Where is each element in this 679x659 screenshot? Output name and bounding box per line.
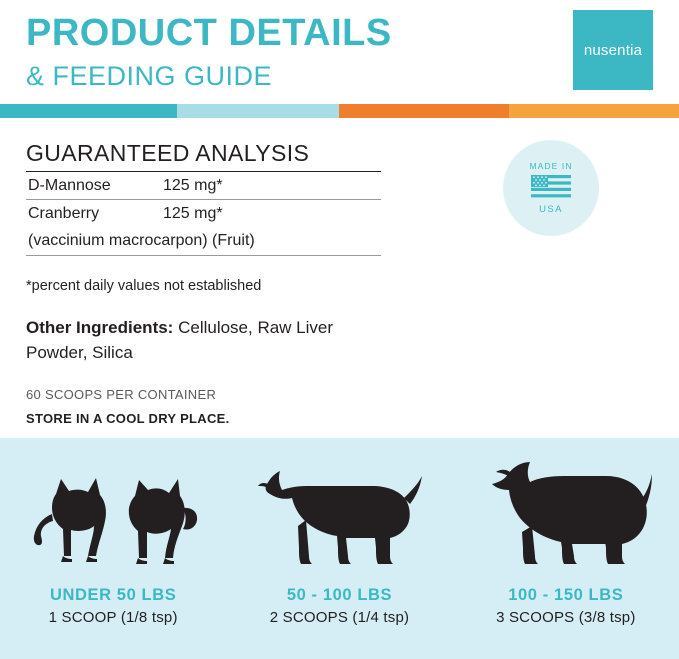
daily-values-note: *percent daily values not established: [26, 278, 262, 294]
feeding-dose-label: 3 SCOOPS (3/8 tsp): [496, 609, 636, 626]
usa-flag-icon: [531, 175, 571, 199]
storage-instruction: STORE IN A COOL DRY PLACE.: [26, 411, 230, 427]
other-ingredients-label: Other Ingredients:: [26, 318, 174, 337]
feeding-dose-label: 2 SCOOPS (1/4 tsp): [269, 609, 410, 626]
made-in-usa-seal: [503, 140, 599, 236]
colorbar-segment-amber: [509, 104, 679, 118]
feeding-guide-column: [454, 456, 678, 626]
divider-colorbar: [0, 104, 679, 118]
page-subtitle: & FEEDING GUIDE: [26, 60, 273, 91]
other-ingredients: [26, 316, 386, 365]
analysis-row-amount: 125 mg*: [163, 205, 223, 222]
seal-bottom-text: USA: [539, 204, 563, 215]
page-header: [0, 0, 679, 104]
colorbar-segment-orange: [339, 104, 509, 118]
feeding-guide-column: [1, 456, 225, 626]
analysis-row: [26, 172, 381, 199]
brand-logo-text: nusentia: [583, 41, 643, 59]
analysis-bottom-rule: [26, 255, 381, 256]
feeding-guide-column: [227, 456, 451, 626]
feeding-dose-label: 1 SCOOP (1/8 tsp): [48, 609, 178, 626]
feeding-guide-section: [0, 438, 679, 659]
brand-logo: [573, 8, 661, 90]
scoops-per-container: 60 SCOOPS PER CONTAINER: [26, 387, 217, 403]
feeding-weight-label: 100 - 150 LBS: [508, 586, 624, 604]
analysis-row: [26, 200, 381, 227]
cat-and-small-dog-silhouette-icon: [28, 456, 198, 566]
analysis-row-name: Cranberry: [28, 205, 100, 222]
analysis-row-amount: 125 mg*: [163, 177, 223, 194]
supplement-facts-section: [0, 118, 679, 438]
guaranteed-analysis-heading: GUARANTEED ANALYSIS: [26, 140, 310, 166]
feeding-weight-label: 50 - 100 LBS: [286, 586, 393, 604]
large-dog-silhouette-icon: [478, 456, 653, 566]
seal-top-text: MADE IN: [529, 161, 573, 171]
other-ingredients-value: Cellulose, Raw Liver Powder, Silica: [26, 318, 334, 362]
brand-logo-mark-icon: ❧: [653, 8, 661, 18]
feeding-weight-label: UNDER 50 LBS: [49, 586, 177, 604]
colorbar-segment-light-blue: [177, 104, 340, 118]
analysis-row-name: D-Mannose: [28, 177, 111, 194]
page-title: PRODUCT DETAILS: [26, 12, 392, 54]
colorbar-segment-teal: [0, 104, 177, 118]
analysis-source-note: (vaccinium macrocarpon) (Fruit): [28, 232, 255, 249]
medium-dog-silhouette-icon: [254, 456, 424, 566]
